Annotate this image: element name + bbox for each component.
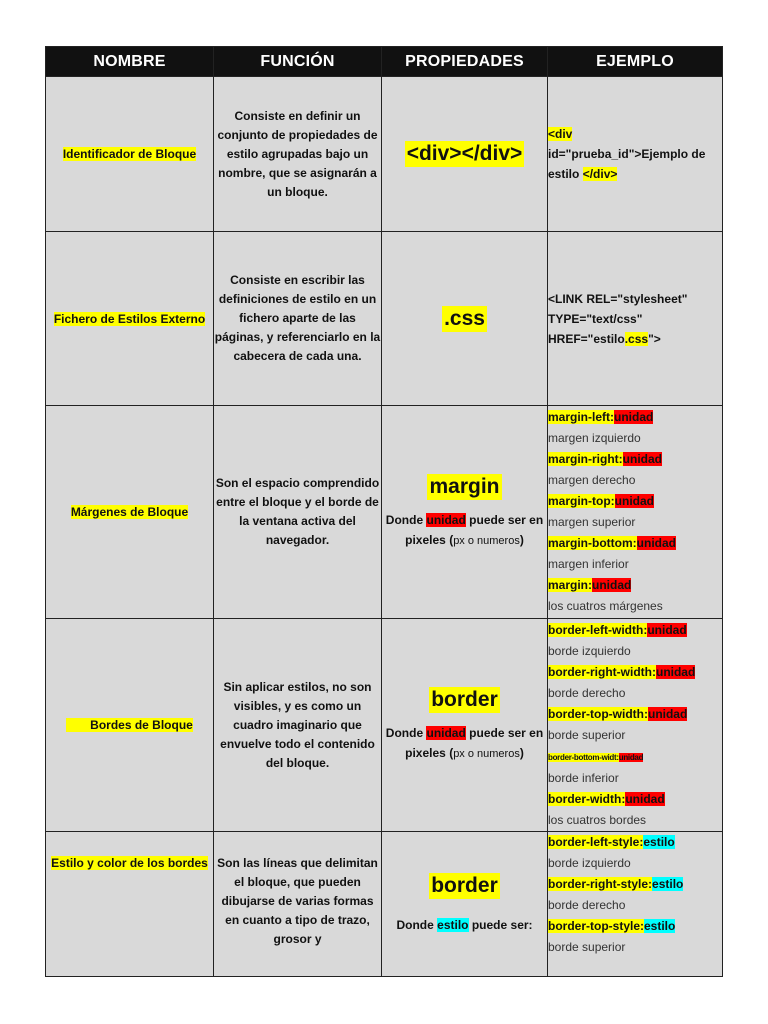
row-note: Donde unidad puede ser en pixeles (px o numeros) (385, 725, 544, 760)
example-property: border-right-style:estilo (548, 877, 684, 891)
row-property-cell (382, 406, 548, 619)
row-property-cell (382, 619, 548, 832)
example-description: margen superior (548, 515, 636, 529)
example-line-2: TYPE="text/css" (548, 311, 643, 326)
table-row (46, 406, 723, 619)
row-function: Consiste en escribir las definiciones de estilo en un fichero aparte de las páginas, y referenciarlo en la cabecera de cada una. (214, 232, 382, 406)
example-description: borde superior (548, 727, 626, 742)
row-example (548, 406, 723, 619)
row-name-cell (46, 77, 214, 232)
row-function: Son el espacio comprendido entre el bloque y el borde de la ventana activa del navegador. (214, 406, 382, 619)
example-description: borde derecho (548, 685, 626, 700)
row-property: <div></div> (406, 142, 523, 165)
row-name: Identificador de Bloque (62, 147, 197, 161)
table-row (46, 232, 723, 406)
example-property: margin-right:unidad (548, 452, 662, 466)
example-property: margin-top:unidad (548, 494, 654, 508)
example-property: border-left-width:unidad (548, 622, 687, 637)
row-note: Donde unidad puede ser en pixeles (px o numeros) (385, 512, 544, 547)
row-name: Fichero de Estilos Externo (53, 311, 206, 326)
example-description: margen izquierdo (548, 431, 641, 445)
row-name-cell (46, 406, 214, 619)
example-property: border-top-width:unidad (548, 706, 688, 721)
row-example (548, 619, 723, 832)
example-description: borde inferior (548, 770, 619, 785)
row-name-cell (46, 619, 214, 832)
example-list (548, 620, 722, 831)
row-property-cell (382, 232, 548, 406)
example-property: border-bottom-widt:unidad (548, 752, 644, 762)
row-note: Donde estilo puede ser: (396, 918, 533, 932)
header-row (46, 47, 723, 77)
row-property-cell (382, 77, 548, 232)
example-description: borde izquierdo (548, 643, 631, 658)
example-line-3: HREF="estilo.css"> (548, 331, 661, 346)
example-property: border-left-style:estilo (548, 835, 675, 849)
example-property: margin-bottom:unidad (548, 536, 676, 550)
table-row (46, 619, 723, 832)
row-example (548, 77, 723, 232)
row-property: margin (429, 474, 500, 498)
example-text: id="prueba_id">Ejemplo de estilo (548, 147, 706, 181)
row-property: .css (444, 306, 485, 330)
row-name-cell (46, 232, 214, 406)
row-name: Bordes de Bloque (66, 718, 193, 732)
row-example (548, 232, 723, 406)
example-property: border-top-style:estilo (548, 919, 676, 933)
row-name-cell (46, 832, 214, 977)
example-line-1: <LINK REL="stylesheet" (548, 291, 688, 306)
css-reference-table (45, 46, 723, 977)
example-property: border-width:unidad (548, 791, 665, 806)
example-property: border-right-width:unidad (548, 664, 696, 679)
example-list (548, 832, 722, 958)
example-description: borde izquierdo (548, 856, 631, 870)
row-function: Consiste en definir un conjunto de propiedades de estilo agrupadas bajo un nombre, que se asignarán a un bloque. (214, 77, 382, 232)
row-example (548, 832, 723, 977)
example-description: los cuatros márgenes (548, 599, 663, 613)
example-description: margen inferior (548, 557, 629, 571)
row-function: Son las líneas que delimitan el bloque, que pueden dibujarse de varias formas en cuanto a tipo de trazo, grosor y (214, 832, 382, 977)
row-function: Sin aplicar estilos, no son visibles, y es como un cuadro imaginario que envuelve todo el contenido del bloque. (214, 619, 382, 832)
header-funcion: FUNCIÓN (214, 47, 382, 77)
example-description: margen derecho (548, 473, 636, 487)
row-name: Estilo y color de los bordes (51, 856, 208, 870)
table-row (46, 832, 723, 977)
table-row (46, 77, 723, 232)
example-list (548, 407, 722, 617)
header-ejemplo: EJEMPLO (548, 47, 723, 77)
row-property: border (431, 687, 498, 711)
row-property-cell (382, 832, 548, 977)
example-property: margin-left:unidad (548, 410, 654, 424)
example-description: borde derecho (548, 898, 626, 912)
example-open-tag: <div (548, 127, 573, 141)
header-nombre: NOMBRE (46, 47, 214, 77)
header-propiedades: PROPIEDADES (382, 47, 548, 77)
example-description: los cuatros bordes (548, 812, 647, 827)
row-name: Márgenes de Bloque (70, 505, 189, 519)
example-close-tag: </div> (582, 167, 618, 181)
example-property: margin:unidad (548, 578, 632, 592)
row-property: border (431, 874, 498, 897)
example-description: borde superior (548, 940, 626, 954)
